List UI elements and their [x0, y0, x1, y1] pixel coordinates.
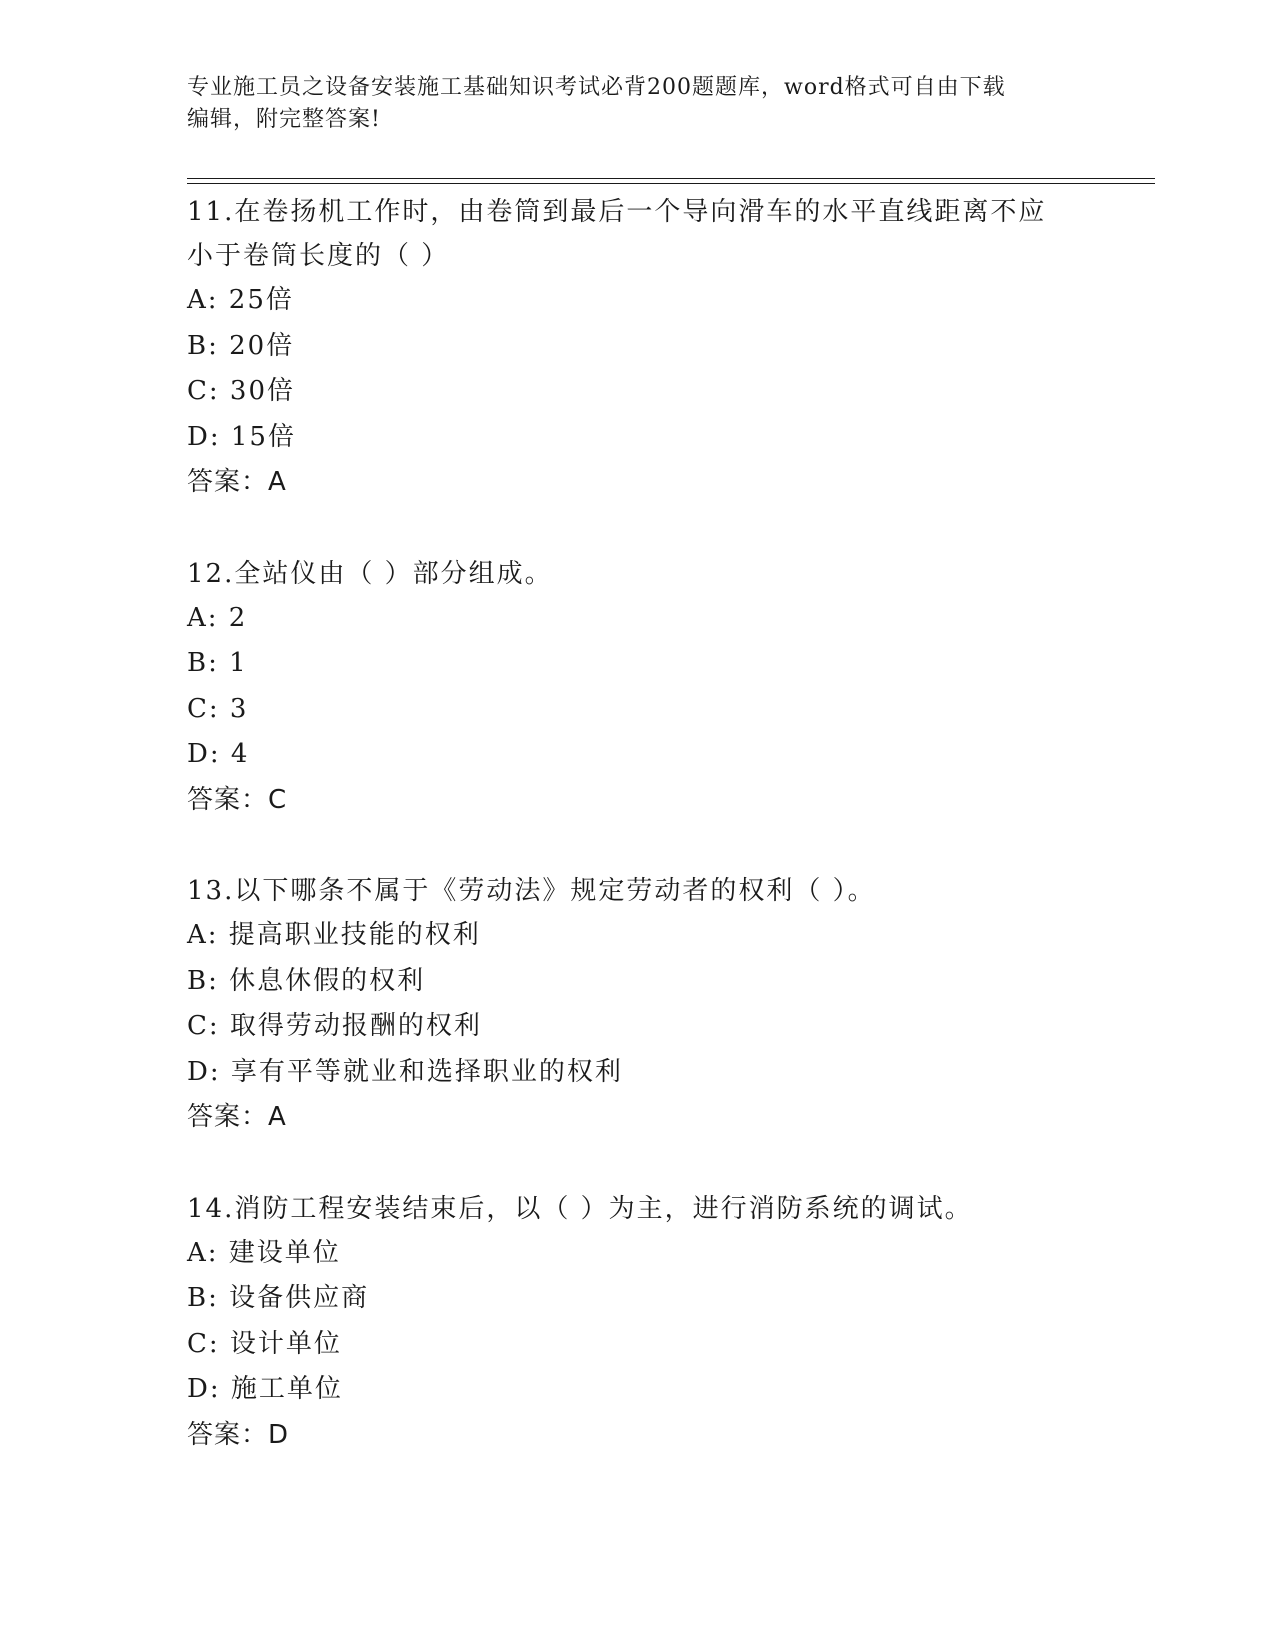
question-stem — [187, 1187, 1087, 1231]
option-a: A: 提高职业技能的权利 — [187, 920, 481, 950]
option-b: B: 设备供应商 — [187, 1283, 370, 1313]
option-c: C: 取得劳动报酬的权利 — [187, 1011, 482, 1041]
option-b: B: 1 — [187, 648, 248, 678]
option-b: B: 休息休假的权利 — [187, 965, 426, 996]
option-d: D: 享有平等就业和选择职业的权利 — [187, 1056, 623, 1087]
question-list — [187, 190, 1157, 1504]
question-stem — [187, 190, 1087, 278]
question-stem-line: 12.全站仪由（ ）部分组成。 — [187, 558, 553, 589]
question-stem — [187, 552, 1087, 596]
question-stem-line: 14.消防工程安装结束后，以（ ）为主，进行消防系统的调试。 — [187, 1193, 973, 1224]
answer: 答案：A — [187, 1102, 287, 1132]
option-c: C: 30倍 — [187, 376, 296, 406]
header-line-2: 编辑，附完整答案! — [187, 107, 381, 132]
question-stem — [187, 869, 1087, 913]
question-13 — [187, 869, 1157, 1141]
header-line-1: 专业施工员之设备安装施工基础知识考试必背200题题库，word格式可自由下载 — [187, 75, 1006, 100]
answer: 答案：D — [187, 1419, 290, 1450]
question-14 — [187, 1187, 1157, 1459]
question-stem-line: 小于卷筒长度的（ ） — [187, 241, 450, 271]
option-d: D: 施工单位 — [187, 1374, 343, 1404]
document-page — [187, 0, 1157, 1650]
option-d: D: 4 — [187, 739, 250, 769]
answer: 答案：A — [187, 467, 287, 497]
question-12 — [187, 552, 1157, 824]
option-a: A: 建设单位 — [187, 1237, 341, 1268]
option-a: A: 2 — [187, 602, 248, 633]
option-b: B: 20倍 — [187, 330, 295, 361]
answer: 答案：C — [187, 784, 288, 815]
option-c: C: 3 — [187, 693, 249, 724]
question-11 — [187, 190, 1157, 506]
question-stem-line: 13.以下哪条不属于《劳动法》规定劳动者的权利（ ）。 — [187, 876, 876, 906]
document-header — [187, 72, 1087, 136]
option-d: D: 15倍 — [187, 421, 296, 452]
header-divider — [187, 178, 1155, 184]
option-c: C: 设计单位 — [187, 1328, 342, 1359]
option-a: A: 25倍 — [187, 285, 294, 315]
question-stem-line: 11.在卷扬机工作时，由卷筒到最后一个导向滑车的水平直线距离不应 — [187, 197, 1047, 227]
